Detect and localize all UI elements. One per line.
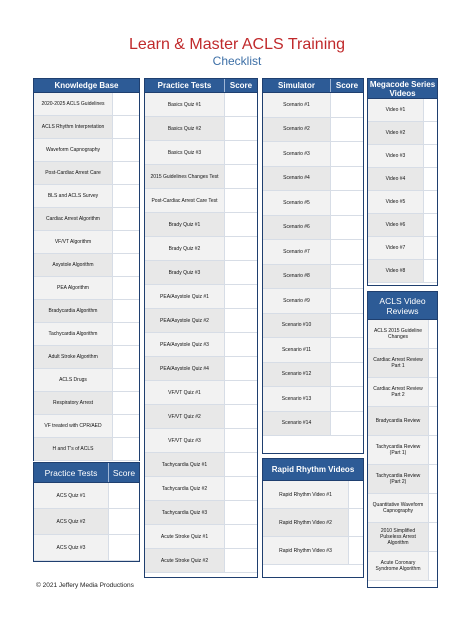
simulator-item-label: Scenario #9 [263, 289, 331, 313]
knowledge-base-item-score-box[interactable] [113, 277, 139, 299]
knowledge-base-item-label: Asystole Algorithm [34, 254, 113, 276]
practice-test-item-label: Basics Quiz #2 [145, 117, 225, 140]
rapid-rhythm-item-label: Rapid Rhythm Video #3 [263, 537, 349, 564]
megacode-item-label: Video #4 [368, 168, 424, 190]
acls-video-review-item-label: Quantitative Waveform Capnography [368, 494, 429, 522]
rapid-rhythm-list [263, 481, 363, 565]
practice-test-item-score-box[interactable] [225, 381, 257, 404]
practice-test-item-score-box[interactable] [225, 525, 257, 548]
knowledge-base-item-score-box[interactable] [113, 254, 139, 276]
simulator-item-row [263, 167, 363, 192]
megacode-item-score-box[interactable] [424, 145, 437, 167]
megacode-item-score-box[interactable] [424, 214, 437, 236]
acls-video-review-item-score-box[interactable] [429, 523, 437, 551]
knowledge-base-item-label: Tachycardia Algorithm [34, 323, 113, 345]
megacode-item-label: Video #5 [368, 191, 424, 213]
practice-tests-list [145, 93, 257, 573]
practice-test-item-label: 2015 Guidelines Changes Test [145, 165, 225, 188]
simulator-item-label: Scenario #10 [263, 314, 331, 338]
acls-video-review-item-label: ACLS 2015 Guideline Changes [368, 320, 429, 348]
practice-test-item-row [145, 453, 257, 477]
practice-test-item-label: Brady Quiz #3 [145, 261, 225, 284]
simulator-score-header: Score [330, 79, 363, 92]
simulator-item-label: Scenario #5 [263, 191, 331, 215]
practice-test-item-label: VF/VT Quiz #2 [145, 405, 225, 428]
practice-test-item-label: VF/VT Quiz #3 [145, 429, 225, 452]
page-subtitle: Checklist [212, 54, 262, 68]
practice-test-item-row [145, 477, 257, 501]
knowledge-base-item-row [34, 415, 139, 438]
practice-test-item-score-box[interactable] [225, 477, 257, 500]
acls-video-reviews-header [368, 292, 437, 320]
practice-test-item-score-box[interactable] [225, 429, 257, 452]
practice-tests-left-item-score-box[interactable] [109, 535, 139, 560]
practice-test-item-score-box[interactable] [225, 501, 257, 524]
practice-test-item-score-box[interactable] [225, 165, 257, 188]
practice-test-item-score-box[interactable] [225, 213, 257, 236]
practice-tests-left-item-score-box[interactable] [109, 509, 139, 534]
acls-video-review-item-score-box[interactable] [429, 552, 437, 580]
rapid-rhythm-item-row [263, 481, 363, 509]
megacode-item-row [368, 168, 437, 191]
megacode-header [368, 79, 437, 99]
simulator-item-row [263, 338, 363, 363]
simulator-item-score-box[interactable] [331, 118, 363, 142]
practice-tests-left-item-label: ACS Quiz #2 [34, 509, 109, 534]
practice-tests-header [145, 79, 257, 93]
rapid-rhythm-item-row [263, 509, 363, 537]
knowledge-base-item-score-box[interactable] [113, 93, 139, 115]
acls-video-review-item-score-box[interactable] [429, 349, 437, 377]
practice-test-item-score-box[interactable] [225, 141, 257, 164]
practice-test-item-label: Tachycardia Quiz #1 [145, 453, 225, 476]
practice-test-item-label: PEA/Asystole Quiz #2 [145, 309, 225, 332]
practice-test-item-score-box[interactable] [225, 357, 257, 380]
rapid-rhythm-item-label: Rapid Rhythm Video #1 [263, 481, 349, 508]
practice-test-item-row [145, 501, 257, 525]
practice-tests-left-score-header: Score [108, 463, 139, 482]
practice-tests-left-panel [33, 462, 140, 562]
simulator-item-label: Scenario #14 [263, 412, 331, 436]
knowledge-base-item-label: VF treated with CPR/AED [34, 415, 113, 437]
acls-video-review-item-row [368, 494, 437, 523]
practice-test-item-label: PEA/Asystole Quiz #4 [145, 357, 225, 380]
simulator-item-score-box[interactable] [331, 387, 363, 411]
practice-test-item-label: Acute Stroke Quiz #1 [145, 525, 225, 548]
acls-video-review-item-score-box[interactable] [429, 436, 437, 464]
practice-tests-left-item-row [34, 535, 139, 561]
practice-test-item-score-box[interactable] [225, 309, 257, 332]
simulator-item-score-box[interactable] [331, 314, 363, 338]
simulator-item-row [263, 142, 363, 167]
acls-video-review-item-score-box[interactable] [429, 465, 437, 493]
acls-video-review-item-label: Cardiac Arrest Review Part 2 [368, 378, 429, 406]
knowledge-base-item-label: Bradycardia Algorithm [34, 300, 113, 322]
practice-test-item-label: Acute Stroke Quiz #2 [145, 549, 225, 572]
knowledge-base-item-score-box[interactable] [113, 323, 139, 345]
megacode-item-score-box[interactable] [424, 260, 437, 282]
megacode-list [368, 99, 437, 283]
simulator-list [263, 93, 363, 436]
simulator-item-row [263, 93, 363, 118]
knowledge-base-list [34, 93, 139, 461]
practice-tests-left-header [34, 463, 139, 483]
practice-test-item-score-box[interactable] [225, 261, 257, 284]
knowledge-base-item-row [34, 231, 139, 254]
practice-tests-left-item-label: ACS Quiz #1 [34, 483, 109, 508]
practice-test-item-row [145, 213, 257, 237]
rapid-rhythm-item-score-box[interactable] [349, 509, 363, 536]
knowledge-base-item-label: 2020-2025 ACLS Guidelines [34, 93, 113, 115]
practice-test-item-label: Basics Quiz #1 [145, 93, 225, 116]
knowledge-base-item-row [34, 185, 139, 208]
practice-tests-left-item-label: ACS Quiz #3 [34, 535, 109, 560]
practice-test-item-label: Basics Quiz #3 [145, 141, 225, 164]
simulator-item-score-box[interactable] [331, 142, 363, 166]
acls-video-review-item-row [368, 465, 437, 494]
knowledge-base-item-row [34, 93, 139, 116]
megacode-item-row [368, 145, 437, 168]
practice-test-item-score-box[interactable] [225, 189, 257, 212]
rapid-rhythm-item-score-box[interactable] [349, 537, 363, 564]
simulator-item-label: Scenario #7 [263, 240, 331, 264]
knowledge-base-item-label: PEA Algorithm [34, 277, 113, 299]
simulator-item-score-box[interactable] [331, 93, 363, 117]
practice-test-item-row [145, 189, 257, 213]
practice-test-item-row [145, 405, 257, 429]
acls-video-review-item-label: Cardiac Arrest Review Part 1 [368, 349, 429, 377]
simulator-item-score-box[interactable] [331, 363, 363, 387]
knowledge-base-item-label: Post-Cardiac Arrest Care [34, 162, 113, 184]
simulator-item-row [263, 289, 363, 314]
acls-video-review-item-row [368, 378, 437, 407]
practice-test-item-row [145, 429, 257, 453]
knowledge-base-item-row [34, 392, 139, 415]
megacode-title: Megacode Series Videos [369, 79, 436, 98]
simulator-item-score-box[interactable] [331, 289, 363, 313]
knowledge-base-item-row [34, 277, 139, 300]
knowledge-base-item-row [34, 438, 139, 461]
acls-video-review-item-row [368, 407, 437, 436]
knowledge-base-item-label: ACLS Drugs [34, 369, 113, 391]
acls-video-review-item-score-box[interactable] [429, 494, 437, 522]
knowledge-base-item-score-box[interactable] [113, 300, 139, 322]
acls-video-reviews-title: ACLS Video Reviews [379, 295, 426, 316]
acls-video-review-item-score-box[interactable] [429, 378, 437, 406]
knowledge-base-item-row [34, 346, 139, 369]
megacode-item-score-box[interactable] [424, 237, 437, 259]
practice-test-item-label: VF/VT Quiz #1 [145, 381, 225, 404]
practice-test-item-score-box[interactable] [225, 405, 257, 428]
practice-test-item-row [145, 117, 257, 141]
acls-video-reviews-list [368, 320, 437, 581]
acls-video-review-item-row [368, 320, 437, 349]
knowledge-base-item-row [34, 208, 139, 231]
practice-test-item-row [145, 549, 257, 573]
megacode-item-score-box[interactable] [424, 99, 437, 121]
simulator-item-label: Scenario #1 [263, 93, 331, 117]
practice-test-item-label: Tachycardia Quiz #3 [145, 501, 225, 524]
simulator-item-row [263, 387, 363, 412]
simulator-item-label: Scenario #2 [263, 118, 331, 142]
simulator-item-score-box[interactable] [331, 412, 363, 436]
practice-test-item-label: Brady Quiz #2 [145, 237, 225, 260]
practice-tests-title: Practice Tests [157, 81, 212, 90]
knowledge-base-item-row [34, 139, 139, 162]
simulator-item-score-box[interactable] [331, 216, 363, 240]
copyright-footer: © 2021 Jeffery Media Productions [36, 582, 134, 589]
acls-video-review-item-score-box[interactable] [429, 320, 437, 348]
practice-test-item-row [145, 525, 257, 549]
rapid-rhythm-title: Rapid Rhythm Videos [271, 465, 355, 474]
knowledge-base-item-score-box[interactable] [113, 392, 139, 414]
knowledge-base-item-row [34, 254, 139, 277]
acls-video-review-item-score-box[interactable] [429, 407, 437, 435]
knowledge-base-item-label: H and T's of ACLS [34, 438, 113, 460]
knowledge-base-item-label: Adult Stroke Algorithm [34, 346, 113, 368]
knowledge-base-item-label: Cardiac Arrest Algorithm [34, 208, 113, 230]
megacode-item-score-box[interactable] [424, 122, 437, 144]
practice-tests-left-title: Practice Tests [44, 467, 98, 478]
practice-test-item-row [145, 309, 257, 333]
knowledge-base-item-label: Waveform Capnography [34, 139, 113, 161]
knowledge-base-item-score-box[interactable] [113, 208, 139, 230]
knowledge-base-item-score-box[interactable] [113, 139, 139, 161]
practice-test-item-row [145, 141, 257, 165]
acls-video-review-item-label: 2010 Simplified Pulseless Arrest Algorithm [368, 523, 429, 551]
megacode-item-row [368, 191, 437, 214]
simulator-item-score-box[interactable] [331, 191, 363, 215]
acls-video-review-item-row [368, 552, 437, 581]
simulator-item-score-box[interactable] [331, 265, 363, 289]
practice-test-item-row [145, 381, 257, 405]
knowledge-base-item-score-box[interactable] [113, 185, 139, 207]
practice-test-item-row [145, 333, 257, 357]
simulator-header [263, 79, 363, 93]
simulator-item-label: Scenario #11 [263, 338, 331, 362]
practice-test-item-score-box[interactable] [225, 333, 257, 356]
knowledge-base-item-label: BLS and ACLS Survey [34, 185, 113, 207]
rapid-rhythm-item-label: Rapid Rhythm Video #2 [263, 509, 349, 536]
knowledge-base-item-row [34, 116, 139, 139]
knowledge-base-item-score-box[interactable] [113, 116, 139, 138]
megacode-item-label: Video #2 [368, 122, 424, 144]
megacode-item-label: Video #7 [368, 237, 424, 259]
rapid-rhythm-panel [262, 458, 364, 578]
simulator-item-label: Scenario #12 [263, 363, 331, 387]
rapid-rhythm-item-score-box[interactable] [349, 481, 363, 508]
simulator-item-score-box[interactable] [331, 167, 363, 191]
simulator-item-row [263, 240, 363, 265]
practice-tests-left-item-score-box[interactable] [109, 483, 139, 508]
practice-test-item-score-box[interactable] [225, 285, 257, 308]
page-title: Learn & Master ACLS Training [128, 36, 346, 53]
acls-video-review-item-row [368, 436, 437, 465]
practice-test-item-row [145, 165, 257, 189]
practice-tests-panel [144, 78, 258, 578]
acls-video-review-item-label: Acute Coronary Syndrome Algorithm [368, 552, 429, 580]
knowledge-base-title: Knowledge Base [54, 81, 119, 90]
megacode-item-row [368, 122, 437, 145]
knowledge-base-item-row [34, 162, 139, 185]
megacode-item-row [368, 260, 437, 283]
practice-test-item-row [145, 285, 257, 309]
megacode-item-row [368, 214, 437, 237]
simulator-item-label: Scenario #13 [263, 387, 331, 411]
megacode-item-score-box[interactable] [424, 191, 437, 213]
practice-test-item-score-box[interactable] [225, 453, 257, 476]
knowledge-base-item-row [34, 369, 139, 392]
simulator-item-row [263, 265, 363, 290]
megacode-item-label: Video #3 [368, 145, 424, 167]
practice-test-item-score-box[interactable] [225, 549, 257, 572]
megacode-item-row [368, 99, 437, 122]
rapid-rhythm-item-row [263, 537, 363, 565]
simulator-item-row [263, 191, 363, 216]
simulator-item-row [263, 314, 363, 339]
practice-test-item-score-box[interactable] [225, 117, 257, 140]
knowledge-base-item-score-box[interactable] [113, 438, 139, 460]
acls-video-review-item-label: Tachycardia Review (Part 1) [368, 436, 429, 464]
simulator-item-row [263, 216, 363, 241]
practice-test-item-score-box[interactable] [225, 237, 257, 260]
practice-test-item-row [145, 93, 257, 117]
simulator-item-label: Scenario #4 [263, 167, 331, 191]
acls-video-review-item-row [368, 349, 437, 378]
practice-test-item-row [145, 357, 257, 381]
simulator-item-score-box[interactable] [331, 338, 363, 362]
practice-test-item-row [145, 237, 257, 261]
practice-tests-left-list [34, 483, 139, 561]
practice-test-item-label: Post-Cardiac Arrest Care Test [145, 189, 225, 212]
knowledge-base-item-row [34, 323, 139, 346]
knowledge-base-item-label: ACLS Rhythm Interpretation [34, 116, 113, 138]
megacode-item-label: Video #8 [368, 260, 424, 282]
practice-test-item-label: Tachycardia Quiz #2 [145, 477, 225, 500]
acls-video-review-item-label: Tachycardia Review (Part 2) [368, 465, 429, 493]
practice-test-item-row [145, 261, 257, 285]
practice-test-item-label: Brady Quiz #1 [145, 213, 225, 236]
simulator-item-score-box[interactable] [331, 240, 363, 264]
knowledge-base-item-label: Respiratory Arrest [34, 392, 113, 414]
megacode-item-score-box[interactable] [424, 168, 437, 190]
simulator-item-row [263, 363, 363, 388]
simulator-item-label: Scenario #3 [263, 142, 331, 166]
acls-video-review-item-label: Bradycardia Review [368, 407, 429, 435]
knowledge-base-item-row [34, 300, 139, 323]
acls-video-reviews-panel [367, 291, 438, 588]
rapid-rhythm-header [263, 459, 363, 481]
megacode-item-row [368, 237, 437, 260]
simulator-item-row [263, 412, 363, 437]
practice-tests-score-header: Score [224, 79, 257, 92]
knowledge-base-item-score-box[interactable] [113, 231, 139, 253]
practice-tests-left-item-row [34, 483, 139, 509]
megacode-item-label: Video #6 [368, 214, 424, 236]
simulator-item-row [263, 118, 363, 143]
knowledge-base-item-label: VF/VT Algorithm [34, 231, 113, 253]
knowledge-base-item-score-box[interactable] [113, 415, 139, 437]
practice-tests-left-item-row [34, 509, 139, 535]
knowledge-base-item-score-box[interactable] [113, 162, 139, 184]
knowledge-base-item-score-box[interactable] [113, 346, 139, 368]
simulator-title: Simulator [278, 81, 315, 90]
practice-test-item-label: PEA/Asystole Quiz #1 [145, 285, 225, 308]
knowledge-base-panel [33, 78, 140, 461]
simulator-item-label: Scenario #8 [263, 265, 331, 289]
practice-test-item-label: PEA/Asystole Quiz #3 [145, 333, 225, 356]
knowledge-base-item-score-box[interactable] [113, 369, 139, 391]
practice-test-item-score-box[interactable] [225, 93, 257, 116]
megacode-item-label: Video #1 [368, 99, 424, 121]
acls-video-review-item-row [368, 523, 437, 552]
megacode-panel [367, 78, 438, 286]
simulator-item-label: Scenario #6 [263, 216, 331, 240]
simulator-panel [262, 78, 364, 454]
knowledge-base-header [34, 79, 139, 93]
